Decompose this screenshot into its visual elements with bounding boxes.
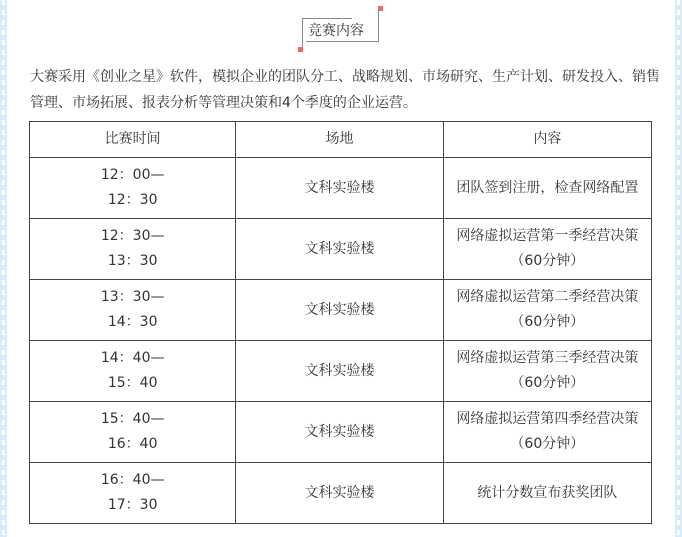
left-dashed-border: [0, 0, 7, 537]
time-end: 14：30: [107, 314, 158, 330]
header-content: 内容: [443, 122, 651, 158]
time-cell: [30, 341, 236, 402]
intro-paragraph: 大赛采用《创业之星》软件，模拟企业的团队分工、战略规划、市场研究、生产计划、研发投入、销售管理、市场拓展、报表分析等管理决策和4个季度的企业运营。: [30, 69, 660, 111]
venue-cell: 文科实验楼: [236, 219, 443, 280]
header-venue: 场地: [236, 122, 443, 158]
schedule-table: [29, 121, 652, 524]
content-cell: 网络虚拟运营第一季经营决策（60分钟）: [443, 219, 651, 280]
time-start: 14：40—: [100, 350, 165, 366]
time-cell: [30, 219, 236, 280]
section-heading: [296, 8, 382, 50]
bracket-line: [302, 18, 303, 50]
bracket-line: [378, 8, 379, 42]
time-cell: [30, 463, 236, 524]
header-time: 比赛时间: [30, 122, 236, 158]
time-end: 17：30: [107, 497, 158, 513]
content-cell: 网络虚拟运营第二季经营决策（60分钟）: [443, 280, 651, 341]
table-header-row: [30, 122, 652, 158]
time-start: 13：30—: [100, 289, 165, 305]
content-cell: 网络虚拟运营第四季经营决策（60分钟）: [443, 402, 651, 463]
table-row: [30, 280, 652, 341]
venue-cell: 文科实验楼: [236, 402, 443, 463]
accent-dot: [298, 47, 303, 52]
accent-dot: [378, 6, 383, 11]
content-cell: 网络虚拟运营第三季经营决策（60分钟）: [443, 341, 651, 402]
time-end: 16：40: [107, 436, 158, 452]
venue-cell: 文科实验楼: [236, 463, 443, 524]
venue-cell: 文科实验楼: [236, 341, 443, 402]
table-row: [30, 158, 652, 219]
bracket-line: [302, 18, 352, 19]
time-start: 12：30—: [100, 228, 165, 244]
venue-cell: 文科实验楼: [236, 280, 443, 341]
bracket-line: [306, 41, 379, 42]
table-row: [30, 219, 652, 280]
time-end: 15：40: [107, 375, 158, 391]
heading-title: 竞赛内容: [308, 23, 364, 39]
time-end: 13：30: [107, 253, 158, 269]
right-dashed-border: [675, 0, 682, 537]
table-row: [30, 402, 652, 463]
time-cell: [30, 402, 236, 463]
time-end: 12：30: [107, 192, 158, 208]
time-start: 16：40—: [100, 472, 165, 488]
content-cell: 团队签到注册，检查网络配置: [443, 158, 651, 219]
venue-cell: 文科实验楼: [236, 158, 443, 219]
content-cell: 统计分数宣布获奖团队: [443, 463, 651, 524]
time-cell: [30, 158, 236, 219]
table-row: [30, 463, 652, 524]
time-cell: [30, 280, 236, 341]
table-row: [30, 341, 652, 402]
time-start: 12：00—: [100, 167, 165, 183]
time-start: 15：40—: [100, 411, 165, 427]
